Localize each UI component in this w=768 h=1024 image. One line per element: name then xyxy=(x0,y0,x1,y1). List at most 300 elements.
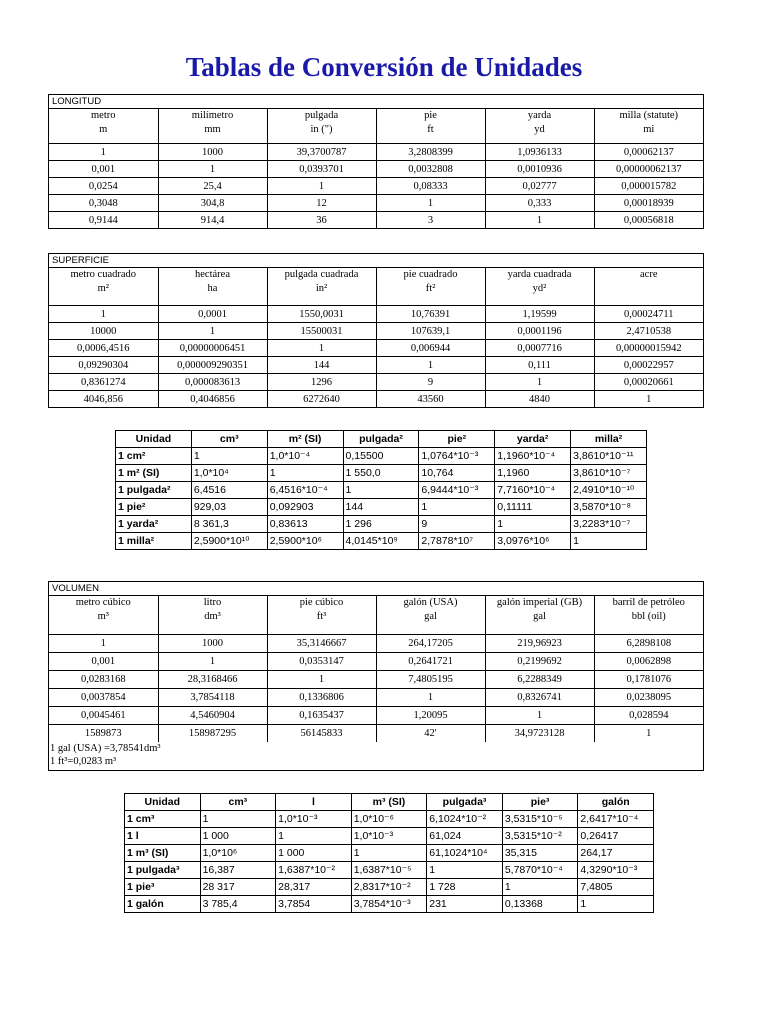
column-header-unit: ha xyxy=(207,283,218,294)
table-cell: 10000 xyxy=(49,323,158,340)
table-row xyxy=(49,707,703,725)
table-cell: 1,0764*10⁻³ xyxy=(419,448,495,465)
table-cell: 35,315 xyxy=(502,845,578,862)
table-cell: 3,5870*10⁻⁸ xyxy=(571,499,647,516)
table-cell: 1 xyxy=(49,306,158,323)
table-cell: 2,8317*10⁻² xyxy=(351,879,427,896)
table-cell: 1 xyxy=(578,896,654,913)
table-cell: 0,333 xyxy=(485,195,594,212)
table-cell: 10,76391 xyxy=(376,306,485,323)
table-row xyxy=(49,144,703,161)
column-header-name: metro xyxy=(91,110,116,121)
table-row xyxy=(125,879,654,896)
column-header xyxy=(376,109,485,144)
table-cell: 1 xyxy=(49,635,158,653)
table-row xyxy=(49,306,703,323)
row-header: 1 m³ (SI) xyxy=(125,845,201,862)
table-cell: 3,5315*10⁻⁵ xyxy=(502,811,578,828)
superficie-table-block xyxy=(48,253,704,408)
table-cell: 0,15500 xyxy=(343,448,419,465)
header-row xyxy=(49,268,703,306)
table-cell: 3 785,4 xyxy=(200,896,276,913)
column-header-name: barril de petróleo xyxy=(612,597,685,608)
table-cell: 1 000 xyxy=(200,828,276,845)
section-label: LONGITUD xyxy=(49,95,703,109)
table-cell: 0,0006,4516 xyxy=(49,340,158,357)
table-row xyxy=(125,896,654,913)
table-cell: 3,7854 xyxy=(276,896,352,913)
row-header: 1 pie² xyxy=(116,499,192,516)
table-cell: 1 xyxy=(502,879,578,896)
column-header xyxy=(267,268,376,306)
table-cell: 4046,856 xyxy=(49,391,158,408)
column-header-name: pie cúbico xyxy=(299,597,344,608)
table-cell: 39,3700787 xyxy=(267,144,376,161)
column-header-unit: yd² xyxy=(532,283,547,294)
row-header: 1 pulgada² xyxy=(116,482,192,499)
longitud-table-block xyxy=(48,94,704,229)
column-header-unit: bbl (oil) xyxy=(631,611,666,622)
table-cell: 34,9723128 xyxy=(485,725,594,743)
table-cell: 0,006944 xyxy=(376,340,485,357)
row-header: 1 cm² xyxy=(116,448,192,465)
table-cell: 107639,1 xyxy=(376,323,485,340)
header-row xyxy=(49,109,703,144)
column-header xyxy=(49,596,158,635)
table-row xyxy=(116,516,647,533)
row-header: 1 l xyxy=(125,828,201,845)
table-row xyxy=(125,845,654,862)
table-cell: 5,7870*10⁻⁴ xyxy=(502,862,578,879)
column-header xyxy=(49,268,158,306)
table-cell: 6,4516 xyxy=(191,482,267,499)
table-cell: 43560 xyxy=(376,391,485,408)
table-cell: 0,092903 xyxy=(267,499,343,516)
table-cell: 3,8610*10⁻⁷ xyxy=(571,465,647,482)
table-cell: 1 xyxy=(376,689,485,707)
table-row xyxy=(49,323,703,340)
table-cell: 3,5315*10⁻² xyxy=(502,828,578,845)
table-row xyxy=(116,465,647,482)
column-header xyxy=(594,109,703,144)
table-cell: 0,00020661 xyxy=(594,374,703,391)
table-cell: 0,00000006451 xyxy=(158,340,267,357)
header-row xyxy=(49,596,703,635)
column-header: Unidad xyxy=(125,794,201,811)
table-cell: 144 xyxy=(343,499,419,516)
column-header-name: yarda cuadrada xyxy=(507,269,572,280)
table-cell: 0,00000015942 xyxy=(594,340,703,357)
table-cell: 28,3168466 xyxy=(158,671,267,689)
table-cell: 1 xyxy=(376,357,485,374)
table-row xyxy=(125,828,654,845)
table-cell: 0,0007716 xyxy=(485,340,594,357)
table-cell: 3,8610*10⁻¹¹ xyxy=(571,448,647,465)
column-header xyxy=(158,596,267,635)
table-cell: 0,08333 xyxy=(376,178,485,195)
column-header-unit: m³ xyxy=(97,611,109,622)
table-cell: 1 550,0 xyxy=(343,465,419,482)
table-cell: 1 xyxy=(191,448,267,465)
table-cell: 2,5900*10⁶ xyxy=(267,533,343,550)
table-cell: 25,4 xyxy=(158,178,267,195)
table-row xyxy=(49,178,703,195)
table-cell: 1 000 xyxy=(276,845,352,862)
table-cell: 1,0*10⁶ xyxy=(200,845,276,862)
column-header-name: hectárea xyxy=(195,269,230,280)
table-row xyxy=(125,862,654,879)
table-row xyxy=(49,161,703,178)
table-cell: 0,0283168 xyxy=(49,671,158,689)
volumen-table xyxy=(49,596,703,742)
column-header-name: galón (USA) xyxy=(403,597,458,608)
table-row xyxy=(116,482,647,499)
table-cell: 1 xyxy=(267,178,376,195)
table-cell: 1 xyxy=(343,482,419,499)
table-cell: 7,7160*10⁻⁴ xyxy=(495,482,571,499)
column-header: yarda² xyxy=(495,431,571,448)
table-cell: 1 xyxy=(158,161,267,178)
table-row xyxy=(49,195,703,212)
table-cell: 1,0*10⁻⁴ xyxy=(267,448,343,465)
table-cell: 7,4805195 xyxy=(376,671,485,689)
column-header-unit: ft² xyxy=(425,283,436,294)
column-header: pie² xyxy=(419,431,495,448)
table-cell: 9 xyxy=(419,516,495,533)
table-cell: 1000 xyxy=(158,144,267,161)
table-row xyxy=(116,448,647,465)
page-title: Tablas de Conversión de Unidades xyxy=(185,52,583,82)
table-cell: 1,0*10⁻⁶ xyxy=(351,811,427,828)
table-row xyxy=(49,391,703,408)
table-cell: 8 361,3 xyxy=(191,516,267,533)
volumen-table-block xyxy=(48,581,704,771)
table-cell: 1,0936133 xyxy=(485,144,594,161)
table-cell: 0,11111 xyxy=(495,499,571,516)
column-header-name: pie cuadrado xyxy=(403,269,458,280)
table-cell: 0,0062898 xyxy=(594,653,703,671)
column-header-name: milímetro xyxy=(191,110,234,121)
column-header xyxy=(158,109,267,144)
table-cell: 1,0*10⁻³ xyxy=(351,828,427,845)
table-cell: 6272640 xyxy=(267,391,376,408)
table-cell: 3,7854118 xyxy=(158,689,267,707)
row-header: 1 pulgada³ xyxy=(125,862,201,879)
table-cell: 1,1960*10⁻⁴ xyxy=(495,448,571,465)
table-cell: 2,4910*10⁻¹⁰ xyxy=(571,482,647,499)
table-cell: 2,5900*10¹⁰ xyxy=(191,533,267,550)
table-cell: 36 xyxy=(267,212,376,229)
table-cell: 1 728 xyxy=(427,879,503,896)
column-header-name: metro cuadrado xyxy=(70,269,137,280)
table-cell: 0,0001 xyxy=(158,306,267,323)
table-cell: 0,00024711 xyxy=(594,306,703,323)
table-cell: 0,000015782 xyxy=(594,178,703,195)
table-cell: 914,4 xyxy=(158,212,267,229)
column-header xyxy=(158,268,267,306)
table-cell: 15500031 xyxy=(267,323,376,340)
column-header-unit: m xyxy=(99,124,108,135)
column-header: milla² xyxy=(571,431,647,448)
volume-conversion-table xyxy=(124,793,654,913)
table-cell: 2,4710538 xyxy=(594,323,703,340)
table-cell: 0,0045461 xyxy=(49,707,158,725)
table-cell: 0,00018939 xyxy=(594,195,703,212)
column-header-name: metro cúbico xyxy=(75,597,131,608)
section-label: VOLUMEN xyxy=(49,582,703,596)
table-cell: 0,1336806 xyxy=(267,689,376,707)
longitud-table xyxy=(49,109,703,228)
table-cell: 0,00062137 xyxy=(594,144,703,161)
table-cell: 1 xyxy=(485,212,594,229)
column-header-name: yarda xyxy=(527,110,552,121)
column-header xyxy=(485,268,594,306)
table-cell: 0,02777 xyxy=(485,178,594,195)
table-cell: 1 296 xyxy=(343,516,419,533)
column-header: pulgada² xyxy=(343,431,419,448)
table-cell: 0,1635437 xyxy=(267,707,376,725)
table-cell: 1550,0031 xyxy=(267,306,376,323)
table-cell: 0,1781076 xyxy=(594,671,703,689)
table-cell: 3,0976*10⁶ xyxy=(495,533,571,550)
table-row xyxy=(49,374,703,391)
column-header-unit: in² xyxy=(315,283,328,294)
row-header: 1 m² (SI) xyxy=(116,465,192,482)
column-header: galón xyxy=(578,794,654,811)
row-header: 1 cm³ xyxy=(125,811,201,828)
table-cell: 1 xyxy=(267,671,376,689)
table-row xyxy=(49,689,703,707)
column-header-unit: dm³ xyxy=(204,611,221,622)
table-cell: 0,000083613 xyxy=(158,374,267,391)
table-cell: 1000 xyxy=(158,635,267,653)
table-cell: 61,1024*10⁴ xyxy=(427,845,503,862)
table-cell: 1,19599 xyxy=(485,306,594,323)
table-cell: 0,09290304 xyxy=(49,357,158,374)
table-cell: 3,7854*10⁻³ xyxy=(351,896,427,913)
column-header: cm³ xyxy=(191,431,267,448)
table-cell: 2,6417*10⁻⁴ xyxy=(578,811,654,828)
table-cell: 1,0*10⁻³ xyxy=(276,811,352,828)
table-cell: 304,8 xyxy=(158,195,267,212)
table-cell: 16,387 xyxy=(200,862,276,879)
table-cell: 56145833 xyxy=(267,725,376,743)
table-cell: 0,0353147 xyxy=(267,653,376,671)
column-header: cm³ xyxy=(200,794,276,811)
table-cell: 0,2199692 xyxy=(485,653,594,671)
table-row xyxy=(49,357,703,374)
column-header: pie³ xyxy=(502,794,578,811)
table-cell: 12 xyxy=(267,195,376,212)
column-header-name: pie xyxy=(424,110,437,121)
table-cell: 1,1960 xyxy=(495,465,571,482)
table-cell: 0,001 xyxy=(49,653,158,671)
table-cell: 231 xyxy=(427,896,503,913)
column-header-unit: yd xyxy=(534,124,545,135)
table-row xyxy=(49,340,703,357)
header-row xyxy=(125,794,654,811)
column-header: Unidad xyxy=(116,431,192,448)
row-header: 1 milla² xyxy=(116,533,192,550)
column-header xyxy=(267,596,376,635)
table-cell: 0,0001196 xyxy=(485,323,594,340)
table-cell: 9 xyxy=(376,374,485,391)
row-header: 1 yarda² xyxy=(116,516,192,533)
table-cell: 1 xyxy=(267,340,376,357)
table-cell: 144 xyxy=(267,357,376,374)
table-cell: 2,7878*10⁷ xyxy=(419,533,495,550)
column-header xyxy=(594,268,703,306)
table-cell: 0,8361274 xyxy=(49,374,158,391)
table-cell: 1 xyxy=(571,533,647,550)
table-cell: 1 xyxy=(200,811,276,828)
column-header xyxy=(49,109,158,144)
column-header-name: galón imperial (GB) xyxy=(496,597,583,608)
table-cell: 0,83613 xyxy=(267,516,343,533)
table-cell: 6,2898108 xyxy=(594,635,703,653)
table-cell: 35,3146667 xyxy=(267,635,376,653)
column-header-unit: mi xyxy=(643,124,655,135)
table-cell: 28 317 xyxy=(200,879,276,896)
column-header xyxy=(485,109,594,144)
table-cell: 0,00022957 xyxy=(594,357,703,374)
table-cell: 1 xyxy=(427,862,503,879)
column-header: l xyxy=(276,794,352,811)
column-header-unit: ft³ xyxy=(316,611,327,622)
table-cell: 1,20095 xyxy=(376,707,485,725)
table-row xyxy=(49,653,703,671)
table-cell: 1589873 xyxy=(49,725,158,743)
table-cell: 1 xyxy=(267,465,343,482)
section-label: SUPERFICIE xyxy=(49,254,703,268)
table-cell: 28,317 xyxy=(276,879,352,896)
table-cell: 4,3290*10⁻³ xyxy=(578,862,654,879)
table-cell: 1,6387*10⁻⁵ xyxy=(351,862,427,879)
table-cell: 0,26417 xyxy=(578,828,654,845)
column-header-unit: mm xyxy=(204,124,221,135)
table-cell: 0,001 xyxy=(49,161,158,178)
table-row xyxy=(49,212,703,229)
table-cell: 0,111 xyxy=(485,357,594,374)
table-row xyxy=(125,811,654,828)
table-cell: 0,0037854 xyxy=(49,689,158,707)
table-cell: 0,000009290351 xyxy=(158,357,267,374)
table-cell: 7,4805 xyxy=(578,879,654,896)
table-cell: 0,13368 xyxy=(502,896,578,913)
row-header: 1 pie³ xyxy=(125,879,201,896)
table-cell: 3,2283*10⁻⁷ xyxy=(571,516,647,533)
column-header-name: acre xyxy=(640,269,658,280)
table-cell: 0,0032808 xyxy=(376,161,485,178)
table-cell: 0,00000062137 xyxy=(594,161,703,178)
table-cell: 0,0254 xyxy=(49,178,158,195)
table-cell: 0,0010936 xyxy=(485,161,594,178)
table-cell: 0,028594 xyxy=(594,707,703,725)
column-header: m³ (SI) xyxy=(351,794,427,811)
table-cell: 4,5460904 xyxy=(158,707,267,725)
column-header-name: pulgada cuadrada xyxy=(284,269,359,280)
table-cell: 219,96923 xyxy=(485,635,594,653)
table-cell: 1 xyxy=(419,499,495,516)
table-cell: 1 xyxy=(485,707,594,725)
table-cell: 3 xyxy=(376,212,485,229)
column-header xyxy=(376,596,485,635)
table-cell: 1 xyxy=(276,828,352,845)
column-header-unit: m² xyxy=(97,283,109,294)
table-row xyxy=(49,671,703,689)
table-cell: 10,764 xyxy=(419,465,495,482)
table-cell: 1 xyxy=(485,374,594,391)
table-cell: 158987295 xyxy=(158,725,267,743)
table-cell: 61,024 xyxy=(427,828,503,845)
table-cell: 0,8326741 xyxy=(485,689,594,707)
column-header: pulgada³ xyxy=(427,794,503,811)
volume-note: 1 ft³=0,0283 m³ xyxy=(50,756,117,767)
row-header: 1 galón xyxy=(125,896,201,913)
table-cell: 0,00056818 xyxy=(594,212,703,229)
table-cell: 6,4516*10⁻⁴ xyxy=(267,482,343,499)
table-cell: 1 xyxy=(376,195,485,212)
column-header-name: litro xyxy=(203,597,222,608)
column-header-unit: ft xyxy=(427,124,434,135)
table-row xyxy=(116,499,647,516)
column-header-unit: gal xyxy=(533,611,546,622)
superficie-table xyxy=(49,268,703,407)
column-header-name: pulgada xyxy=(304,110,339,121)
column-header xyxy=(376,268,485,306)
table-cell: 1,0*10⁴ xyxy=(191,465,267,482)
table-cell: 1 xyxy=(49,144,158,161)
column-header xyxy=(267,109,376,144)
area-conversion-table xyxy=(115,430,647,550)
table-cell: 0,0238095 xyxy=(594,689,703,707)
table-cell: 6,2288349 xyxy=(485,671,594,689)
table-cell: 0,3048 xyxy=(49,195,158,212)
column-header-unit: gal xyxy=(424,611,437,622)
table-cell: 0,9144 xyxy=(49,212,158,229)
table-cell: 4840 xyxy=(485,391,594,408)
table-cell: 264,17205 xyxy=(376,635,485,653)
column-header-name: milla (statute) xyxy=(619,110,679,121)
table-cell: 1 xyxy=(594,391,703,408)
column-header-unit: in (") xyxy=(310,124,333,135)
table-cell: 42' xyxy=(376,725,485,743)
table-cell: 1,6387*10⁻² xyxy=(276,862,352,879)
column-header xyxy=(594,596,703,635)
table-cell: 6,1024*10⁻² xyxy=(427,811,503,828)
table-cell: 0,0393701 xyxy=(267,161,376,178)
table-cell: 4,0145*10⁹ xyxy=(343,533,419,550)
table-cell: 0,4046856 xyxy=(158,391,267,408)
table-cell: 1 xyxy=(351,845,427,862)
header-row xyxy=(116,431,647,448)
table-cell: 1 xyxy=(158,323,267,340)
table-row xyxy=(116,533,647,550)
table-row xyxy=(49,725,703,743)
column-header: m² (SI) xyxy=(267,431,343,448)
table-cell: 1 xyxy=(495,516,571,533)
table-cell: 1296 xyxy=(267,374,376,391)
table-row xyxy=(49,635,703,653)
table-cell: 1 xyxy=(594,725,703,743)
table-cell: 0,2641721 xyxy=(376,653,485,671)
table-cell: 264,17 xyxy=(578,845,654,862)
table-cell: 3,2808399 xyxy=(376,144,485,161)
table-cell: 6,9444*10⁻³ xyxy=(419,482,495,499)
column-header xyxy=(485,596,594,635)
table-cell: 929,03 xyxy=(191,499,267,516)
table-cell: 1 xyxy=(158,653,267,671)
